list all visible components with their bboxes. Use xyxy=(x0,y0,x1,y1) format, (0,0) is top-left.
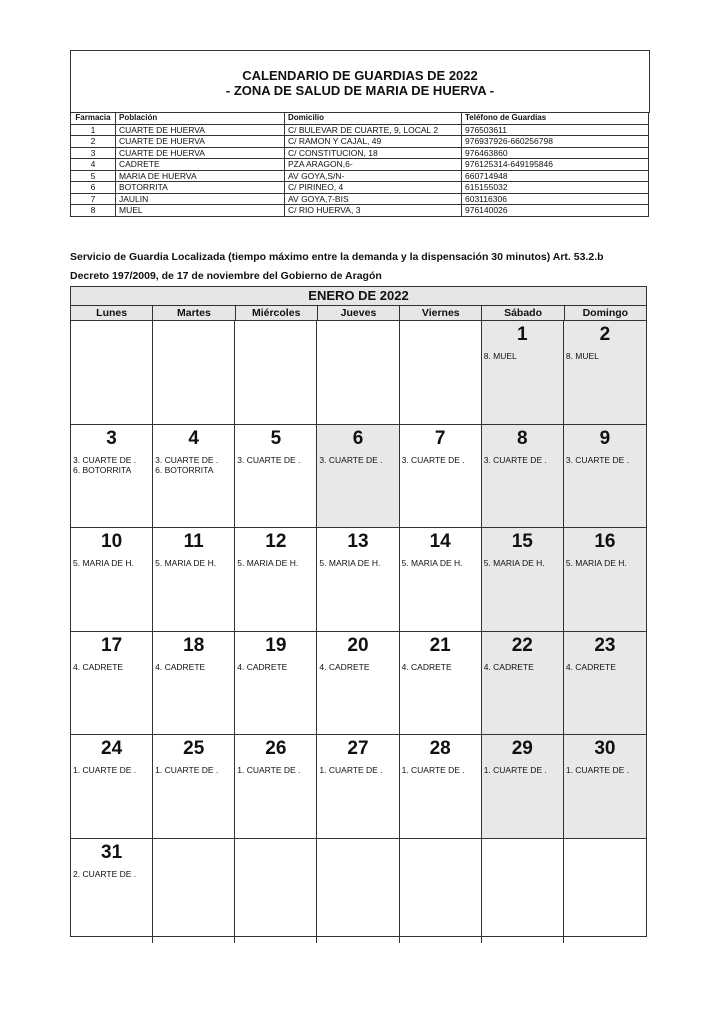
duty-pharmacy: 5. MARIA DE H. xyxy=(155,558,217,569)
duty-pharmacy: 3. CUARTE DE . xyxy=(319,454,383,465)
calendar-day-10 xyxy=(71,528,153,632)
weekday-sabado: Sábado xyxy=(482,306,564,320)
duty-pharmacy: 1. CUARTE DE . xyxy=(565,765,629,776)
calendar-day-5 xyxy=(235,425,317,529)
calendar-empty-cell xyxy=(153,321,235,425)
duty-pharmacy: 1. CUARTE DE . xyxy=(401,765,465,776)
calendar-day-23 xyxy=(564,632,646,736)
calendar-empty-cell xyxy=(153,839,235,943)
pharmacy-row xyxy=(71,159,649,171)
calendar-day-25 xyxy=(153,735,235,839)
day-number: 7 xyxy=(434,427,446,449)
duty-pharmacy: 4. CADRETE xyxy=(319,661,370,672)
duty-pharmacy: 1. CUARTE DE . xyxy=(319,765,383,776)
duty-pharmacy: 5. MARIA DE H. xyxy=(237,558,299,569)
service-note xyxy=(70,248,660,286)
pharmacy-row xyxy=(71,147,649,159)
pharmacy-town: CUARTE DE HUERVA xyxy=(116,136,285,148)
pharmacy-number: 2 xyxy=(71,136,116,148)
duty-pharmacies xyxy=(155,765,234,775)
duty-pharmacy: 5. MARIA DE H. xyxy=(401,558,463,569)
calendar-empty-cell xyxy=(400,321,482,425)
day-number: 30 xyxy=(594,738,616,760)
day-number: 25 xyxy=(183,738,205,760)
calendar-day-21 xyxy=(400,632,482,736)
duty-pharmacy: 1. CUARTE DE . xyxy=(483,765,547,776)
calendar-empty-cell xyxy=(564,839,646,943)
duty-pharmacy: 4. CADRETE xyxy=(565,661,616,672)
pharmacy-address: C/ RIO HUERVA, 3 xyxy=(285,205,462,217)
pharmacy-phone: 976937926-660256798 xyxy=(462,136,649,148)
duty-pharmacies xyxy=(155,662,234,672)
day-number: 23 xyxy=(594,634,616,656)
duty-pharmacy: 2. CUARTE DE . xyxy=(73,868,137,879)
day-number: 29 xyxy=(511,738,533,760)
weekday-viernes: Viernes xyxy=(400,306,482,320)
calendar-day-9 xyxy=(564,425,646,529)
calendar-day-24 xyxy=(71,735,153,839)
title-line-1: CALENDARIO DE GUARDIAS DE 2022 xyxy=(242,68,478,83)
calendar-day-1 xyxy=(482,321,564,425)
duty-pharmacies xyxy=(73,869,152,879)
duty-pharmacies xyxy=(319,455,398,465)
duty-pharmacies xyxy=(484,558,563,568)
duty-pharmacy: 1. CUARTE DE . xyxy=(155,765,219,776)
duty-pharmacy: 3. CUARTE DE . xyxy=(73,454,137,465)
pharmacy-number: 5 xyxy=(71,170,116,182)
duty-pharmacy: 1. CUARTE DE . xyxy=(237,765,301,776)
calendar-day-18 xyxy=(153,632,235,736)
duty-pharmacies xyxy=(566,455,646,465)
weekday-header xyxy=(71,306,646,321)
duty-pharmacies xyxy=(237,662,316,672)
calendar xyxy=(70,286,647,937)
calendar-day-2 xyxy=(564,321,646,425)
calendar-day-8 xyxy=(482,425,564,529)
calendar-empty-cell xyxy=(482,839,564,943)
day-number: 27 xyxy=(347,738,369,760)
calendar-day-6 xyxy=(317,425,399,529)
weekday-miercoles: Miércoles xyxy=(236,306,318,320)
calendar-day-19 xyxy=(235,632,317,736)
day-number: 6 xyxy=(352,427,364,449)
service-note-line-2: Decreto 197/2009, de 17 de noviembre del Gobierno de Aragón xyxy=(70,270,382,282)
pharmacy-address: PZA ARAGON,6- xyxy=(285,159,462,171)
calendar-day-31 xyxy=(71,839,153,943)
pharmacy-address: C/ BULEVAR DE CUARTE, 9, LOCAL 2 xyxy=(285,124,462,136)
pharmacy-address: C/ PIRINEO, 4 xyxy=(285,182,462,194)
pharmacy-phone: 976463860 xyxy=(462,147,649,159)
pharmacy-table-header xyxy=(71,113,649,125)
calendar-day-13 xyxy=(317,528,399,632)
duty-pharmacy: 8. MUEL xyxy=(483,351,517,361)
title-line-2: - ZONA DE SALUD DE MARIA DE HUERVA - xyxy=(225,83,495,98)
duty-pharmacies xyxy=(237,558,316,568)
title-box xyxy=(70,50,650,113)
day-number: 3 xyxy=(106,427,117,449)
duty-pharmacy: 5. MARIA DE H. xyxy=(565,558,627,569)
pharmacy-town: JAULIN xyxy=(116,193,285,205)
duty-pharmacy: 4. CADRETE xyxy=(237,661,288,672)
day-number: 5 xyxy=(270,427,282,449)
calendar-day-11 xyxy=(153,528,235,632)
pharmacy-number: 3 xyxy=(71,147,116,159)
day-number: 31 xyxy=(101,841,123,863)
day-number: 4 xyxy=(188,427,199,449)
calendar-day-4 xyxy=(153,425,235,529)
pharmacy-town: CADRETE xyxy=(116,159,285,171)
duty-pharmacy: 3. CUARTE DE . xyxy=(401,454,465,465)
duty-pharmacies xyxy=(402,455,481,465)
duty-pharmacies xyxy=(73,662,152,672)
pharmacy-address: C/ CONSTITUCION, 18 xyxy=(285,147,462,159)
duty-pharmacies xyxy=(484,455,563,465)
duty-pharmacies xyxy=(484,765,563,775)
calendar-day-30 xyxy=(564,735,646,839)
pharmacy-town: BOTORRITA xyxy=(116,182,285,194)
day-number: 9 xyxy=(599,427,611,449)
calendar-grid xyxy=(71,321,646,943)
duty-pharmacy: 6. BOTORRITA xyxy=(73,464,132,475)
duty-pharmacies xyxy=(155,558,234,568)
duty-pharmacy: 5. MARIA DE H. xyxy=(483,558,545,569)
duty-pharmacies xyxy=(402,765,481,775)
day-number: 1 xyxy=(516,324,528,345)
duty-pharmacies xyxy=(402,662,481,672)
pharmacy-number: 7 xyxy=(71,193,116,205)
pharmacy-row xyxy=(71,136,649,148)
duty-pharmacies xyxy=(484,662,563,672)
duty-pharmacy: 3. CUARTE DE . xyxy=(237,454,301,465)
pharmacy-number: 6 xyxy=(71,182,116,194)
day-number: 2 xyxy=(599,324,611,345)
day-number: 26 xyxy=(265,738,287,760)
calendar-empty-cell xyxy=(235,839,317,943)
duty-pharmacy: 3. CUARTE DE . xyxy=(155,454,219,465)
header-farmacia: Farmacia xyxy=(71,113,116,125)
calendar-empty-cell xyxy=(317,839,399,943)
duty-pharmacy: 5. MARIA DE H. xyxy=(319,558,381,569)
duty-pharmacies xyxy=(566,351,646,361)
calendar-day-29 xyxy=(482,735,564,839)
duty-pharmacies xyxy=(319,558,398,568)
pharmacy-row xyxy=(71,124,649,136)
pharmacy-phone: 603116306 xyxy=(462,193,649,205)
day-number: 11 xyxy=(183,531,204,553)
calendar-month-title: ENERO DE 2022 xyxy=(71,287,646,306)
day-number: 8 xyxy=(516,427,528,449)
pharmacy-town: MARIA DE HUERVA xyxy=(116,170,285,182)
pharmacy-phone: 615155032 xyxy=(462,182,649,194)
weekday-lunes: Lunes xyxy=(71,306,153,320)
duty-pharmacies xyxy=(73,558,152,568)
pharmacy-address: C/ RAMON Y CAJAL, 49 xyxy=(285,136,462,148)
duty-pharmacy: 4. CADRETE xyxy=(401,661,452,672)
calendar-day-22 xyxy=(482,632,564,736)
duty-pharmacies xyxy=(566,765,646,775)
duty-pharmacies xyxy=(319,765,398,775)
pharmacy-address: AV GOYA,S/N- xyxy=(285,170,462,182)
day-number: 10 xyxy=(101,531,123,553)
pharmacy-row xyxy=(71,193,649,205)
calendar-day-20 xyxy=(317,632,399,736)
day-number: 20 xyxy=(347,634,369,656)
calendar-day-7 xyxy=(400,425,482,529)
calendar-day-27 xyxy=(317,735,399,839)
day-number: 19 xyxy=(265,634,287,656)
duty-pharmacies xyxy=(319,662,398,672)
pharmacy-row xyxy=(71,170,649,182)
duty-pharmacies xyxy=(402,558,481,568)
duty-pharmacies xyxy=(566,558,646,568)
duty-pharmacies xyxy=(237,455,316,465)
pharmacy-number: 4 xyxy=(71,159,116,171)
weekday-martes: Martes xyxy=(153,306,235,320)
header-poblacion: Población xyxy=(116,113,285,125)
weekday-jueves: Jueves xyxy=(318,306,400,320)
day-number: 21 xyxy=(429,634,451,656)
duty-pharmacy: 6. BOTORRITA xyxy=(155,464,214,475)
pharmacy-row xyxy=(71,205,649,217)
day-number: 12 xyxy=(265,531,287,553)
duty-pharmacies xyxy=(237,765,316,775)
day-number: 24 xyxy=(101,738,123,760)
day-number: 14 xyxy=(429,531,451,553)
duty-pharmacy: 4. CADRETE xyxy=(73,661,124,672)
service-note-line-1: Servicio de Guardia Localizada (tiempo máximo entre la demanda y la dispensación 30 minutos) Art. 53.2.b xyxy=(70,251,604,263)
pharmacy-address: AV GOYA,7-BIS xyxy=(285,193,462,205)
calendar-day-3 xyxy=(71,425,153,529)
pharmacy-row xyxy=(71,182,649,194)
pharmacy-town: CUARTE DE HUERVA xyxy=(116,124,285,136)
pharmacy-town: CUARTE DE HUERVA xyxy=(116,147,285,159)
calendar-day-16 xyxy=(564,528,646,632)
calendar-day-26 xyxy=(235,735,317,839)
pharmacy-phone: 660714948 xyxy=(462,170,649,182)
calendar-day-28 xyxy=(400,735,482,839)
calendar-day-17 xyxy=(71,632,153,736)
pharmacy-town: MUEL xyxy=(116,205,285,217)
duty-pharmacies xyxy=(484,351,563,361)
pharmacy-number: 1 xyxy=(71,124,116,136)
pharmacy-phone: 976140026 xyxy=(462,205,649,217)
calendar-day-14 xyxy=(400,528,482,632)
day-number: 28 xyxy=(429,738,451,760)
day-number: 17 xyxy=(101,634,123,656)
header-domicilio: Domicilio xyxy=(285,113,462,125)
header-telefono: Teléfono de Guardias xyxy=(462,113,649,125)
duty-pharmacy: 1. CUARTE DE . xyxy=(73,765,137,776)
duty-pharmacies xyxy=(566,662,646,672)
duty-pharmacy: 3. CUARTE DE . xyxy=(565,454,629,465)
calendar-empty-cell xyxy=(317,321,399,425)
day-number: 15 xyxy=(511,531,533,553)
duty-pharmacies xyxy=(155,455,234,475)
duty-pharmacy: 8. MUEL xyxy=(565,351,599,361)
duty-pharmacy: 5. MARIA DE H. xyxy=(73,558,134,569)
duty-pharmacies xyxy=(73,455,152,475)
day-number: 13 xyxy=(347,531,369,553)
calendar-day-15 xyxy=(482,528,564,632)
calendar-day-12 xyxy=(235,528,317,632)
duty-pharmacy: 3. CUARTE DE . xyxy=(483,454,547,465)
pharmacy-table xyxy=(70,112,649,217)
calendar-empty-cell xyxy=(400,839,482,943)
duty-pharmacy: 4. CADRETE xyxy=(155,661,206,672)
day-number: 22 xyxy=(511,634,533,656)
duty-pharmacies xyxy=(73,765,152,775)
pharmacy-phone: 976125314-649195846 xyxy=(462,159,649,171)
calendar-empty-cell xyxy=(235,321,317,425)
pharmacy-number: 8 xyxy=(71,205,116,217)
day-number: 18 xyxy=(183,634,205,656)
pharmacy-phone: 976503611 xyxy=(462,124,649,136)
weekday-domingo: Domingo xyxy=(582,307,629,319)
duty-pharmacy: 4. CADRETE xyxy=(483,661,534,672)
day-number: 16 xyxy=(594,531,616,553)
calendar-empty-cell xyxy=(71,321,153,425)
